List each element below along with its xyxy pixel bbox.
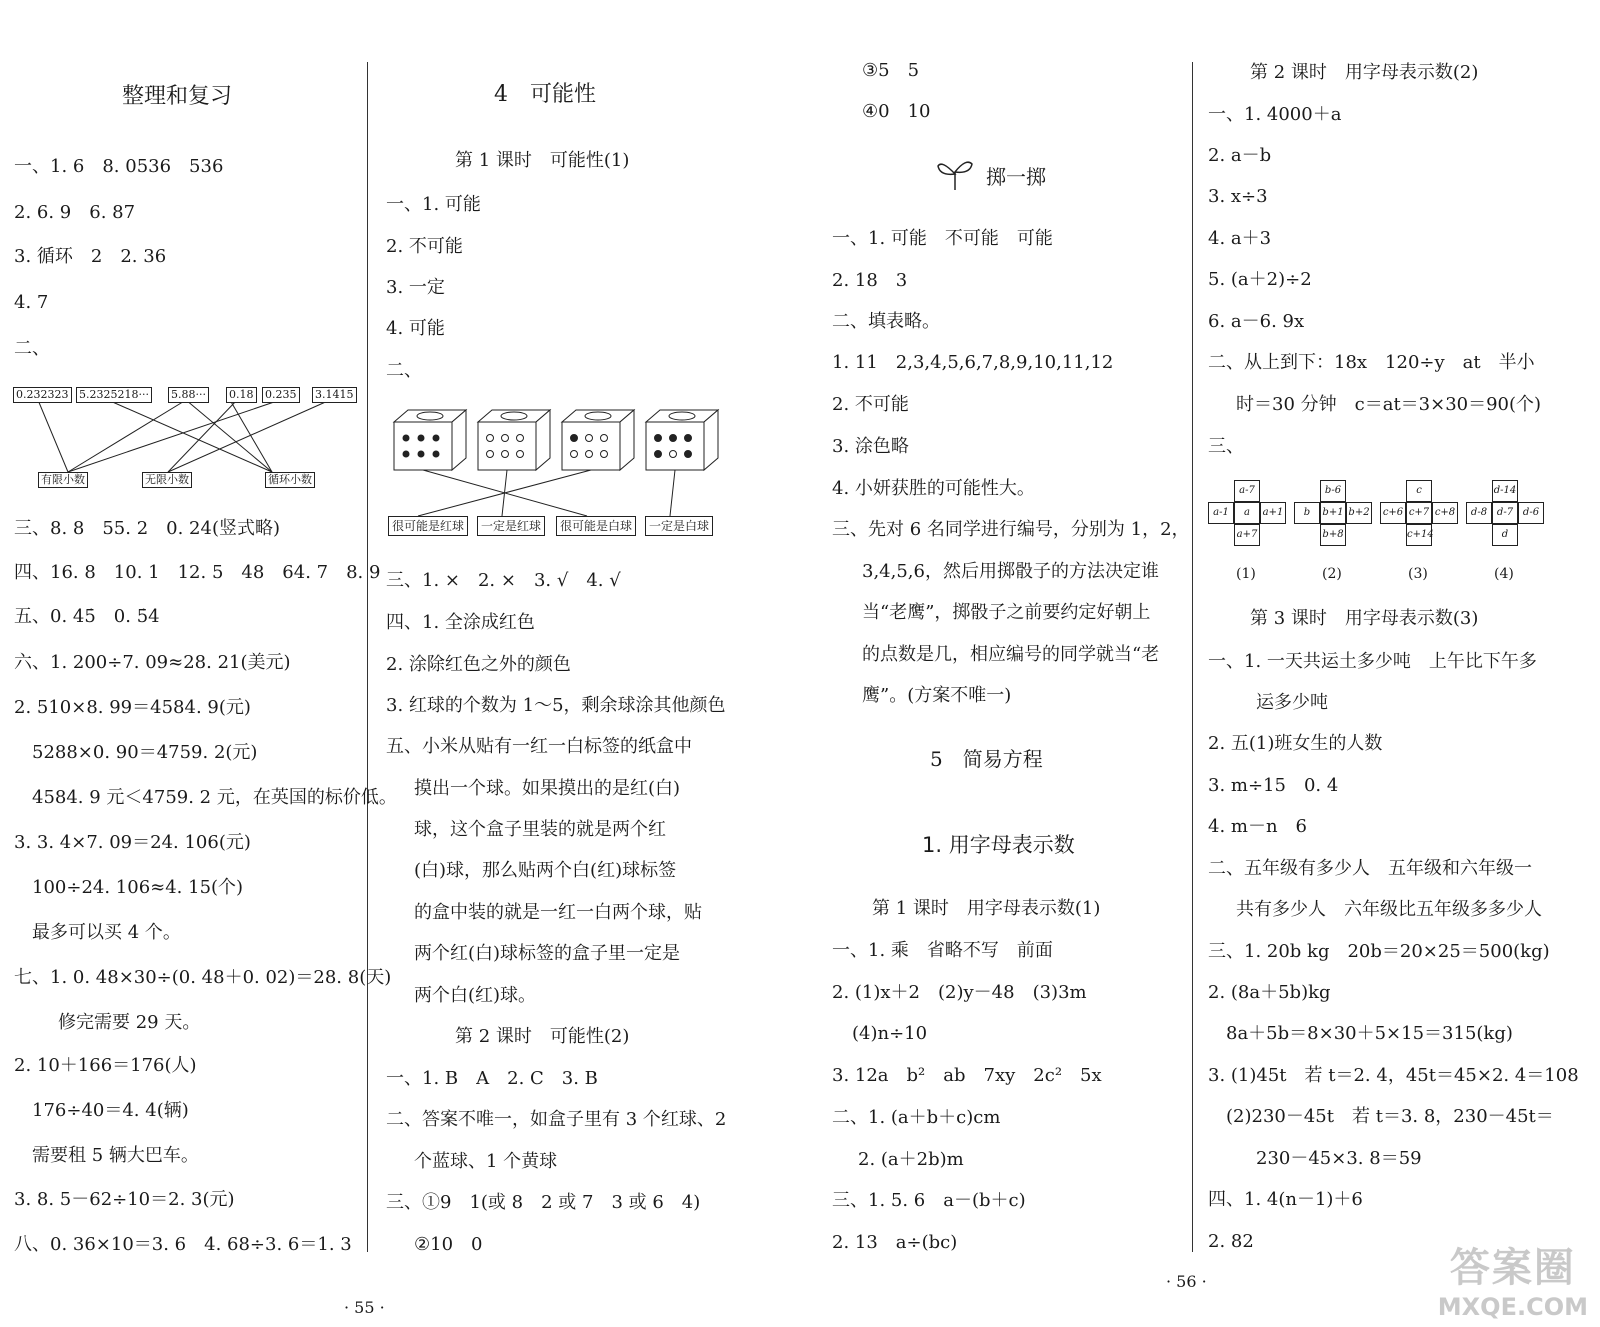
col2-line: 二、	[386, 360, 422, 381]
net-cell: c+8	[1432, 502, 1458, 524]
col2-line: 摸出一个球。如果摸出的是红(白)	[414, 778, 681, 799]
label-box: 很可能是白球	[556, 516, 636, 536]
col4-line: 二、五年级有多少人 五年级和六年级一	[1208, 858, 1532, 879]
col1-line: 四、16. 8 10. 1 12. 5 48 64. 7 8. 9	[14, 562, 381, 583]
unit-title: 5 简易方程	[930, 747, 1043, 771]
decimal-box: 0.232323	[13, 387, 72, 403]
col2-line: 个蓝球、1 个黄球	[414, 1151, 558, 1172]
col3-line: 2. 不可能	[832, 394, 909, 415]
page-number-right: · 56 ·	[1166, 1272, 1207, 1291]
col4-line: 一、1. 一天共运土多少吨 上午比下午多	[1208, 651, 1537, 672]
col1-line: 4584. 9 元＜4759. 2 元，在英国的标价低。	[32, 787, 397, 808]
col1-line: 3. 8. 5－62÷10＝2. 3(元)	[14, 1189, 235, 1210]
col2-line: 2. 涂除红色之外的颜色	[386, 654, 571, 675]
label-box: 很可能是红球	[388, 516, 468, 536]
ball-box	[478, 410, 550, 470]
lesson-heading: 第 2 课时 可能性(2)	[455, 1026, 630, 1047]
category-box: 有限小数	[38, 472, 88, 488]
col4-line: 时＝30 分钟 c＝at＝3×30＝90(个)	[1236, 394, 1542, 415]
col3-line: 3. 涂色略	[832, 436, 909, 457]
col2-line: 两个白(红)球。	[414, 985, 537, 1006]
col2-line: 四、1. 全涂成红色	[386, 612, 535, 633]
col1-title: 整理和复习	[122, 84, 233, 109]
net-cell: d-6	[1518, 502, 1544, 524]
col3-line: 3,4,5,6，然后用掷骰子的方法决定谁	[862, 561, 1159, 582]
net-cell: c	[1406, 480, 1432, 502]
col1-line: 2. 510×8. 99＝4584. 9(元)	[14, 697, 251, 718]
page-number-left: · 55 ·	[344, 1298, 385, 1317]
col4-line: 2. 五(1)班女生的人数	[1208, 733, 1383, 754]
net-cell: d-7	[1492, 502, 1518, 524]
col2-line: 五、小米从贴有一红一白标签的纸盒中	[386, 736, 692, 757]
col4-line: 5. (a＋2)÷2	[1208, 269, 1312, 290]
net-label: (2)	[1322, 566, 1342, 582]
col2-line: (白)球，那么贴两个白(红)球标签	[414, 860, 677, 881]
col4-line: 3. m÷15 0. 4	[1208, 775, 1339, 796]
col3-line: 2. 13 a÷(bc)	[832, 1232, 958, 1253]
net-cell: b+2	[1346, 502, 1372, 524]
col4-line: 一、1. 4000＋a	[1208, 104, 1342, 125]
section-title: 1. 用字母表示数	[922, 833, 1075, 857]
col1-line: 4. 7	[14, 292, 49, 313]
col1-line: 3. 循环 2 2. 36	[14, 246, 167, 267]
col3-line: 1. 11 2,3,4,5,6,7,8,9,10,11,12	[832, 352, 1114, 373]
lesson-heading: 第 1 课时 可能性(1)	[455, 150, 630, 171]
col1-line: 需要租 5 辆大巴车。	[32, 1145, 199, 1166]
net-label: (1)	[1236, 566, 1256, 582]
col1-line: 修完需要 29 天。	[58, 1012, 201, 1033]
net-cell: a-1	[1208, 502, 1234, 524]
col2-line: 3. 红球的个数为 1～5，剩余球涂其他颜色	[386, 695, 726, 716]
watermark-title: 答案圈	[1449, 1245, 1576, 1291]
net-cell: b+8	[1320, 524, 1346, 546]
col1-line: 三、8. 8 55. 2 0. 24(竖式略)	[14, 518, 280, 539]
label-box: 一定是白球	[645, 516, 713, 536]
col2-line: 一、1. 可能	[386, 194, 481, 215]
category-box: 无限小数	[142, 472, 192, 488]
col4-line: 6. a－6. 9x	[1208, 311, 1305, 332]
col3-line: 2. 18 3	[832, 270, 908, 291]
col3-line: ④0 10	[862, 101, 931, 122]
col4-line: 4. m－n 6	[1208, 816, 1308, 837]
col1-line: 八、0. 36×10＝3. 6 4. 68÷3. 6＝1. 3	[14, 1234, 352, 1255]
game-title: 掷一掷	[986, 165, 1046, 189]
decimal-box: 5.2325218···	[76, 387, 152, 403]
col4-line: 三、1. 20b kg 20b＝20×25＝500(kg)	[1208, 941, 1550, 962]
col1-line: 5288×0. 90＝4759. 2(元)	[32, 742, 258, 763]
col4-line: 2. 82	[1208, 1231, 1254, 1252]
net-cell: d-8	[1466, 502, 1492, 524]
net-cell: d	[1492, 524, 1518, 546]
col3-line: 二、1. (a＋b＋c)cm	[832, 1107, 1001, 1128]
col1-line: 二、	[14, 338, 50, 359]
col1-line: 七、1. 0. 48×30÷(0. 48＋0. 02)＝28. 8(天)	[14, 967, 392, 988]
col1-line: 2. 6. 9 6. 87	[14, 202, 136, 223]
ball-box	[646, 410, 718, 470]
col1-line: 一、1. 6 8. 0536 536	[14, 156, 224, 177]
col2-title: 4 可能性	[494, 82, 596, 107]
divider-2	[1192, 62, 1193, 1252]
sprout-icon	[936, 158, 974, 192]
ball-box	[562, 410, 634, 470]
col3-line: 一、1. 可能 不可能 可能	[832, 228, 1053, 249]
net-cell: b	[1294, 502, 1320, 524]
col2-line: 4. 可能	[386, 318, 445, 339]
decimal-box: 0.18	[226, 387, 257, 403]
lesson-heading: 第 3 课时 用字母表示数(3)	[1250, 608, 1479, 629]
col2-line: 2. 不可能	[386, 236, 463, 257]
net-cell: d-14	[1492, 480, 1518, 502]
net-label: (4)	[1494, 566, 1514, 582]
col2-line: 球，这个盒子里装的就是两个红	[414, 819, 666, 840]
net-cell: a+7	[1234, 524, 1260, 546]
col4-line: (2)230－45t 若 t＝3. 8，230－45t＝	[1226, 1106, 1554, 1127]
col4-line: 二、从上到下：18x 120÷y at 半小	[1208, 352, 1535, 373]
col3-line: (4)n÷10	[852, 1023, 928, 1044]
col4-line: 2. a－b	[1208, 145, 1272, 166]
col3-line: 三、先对 6 名同学进行编号，分别为 1，2，	[832, 519, 1190, 540]
col4-line: 8a＋5b＝8×30＋5×15＝315(kg)	[1226, 1023, 1513, 1044]
col3-line: 2. (a＋2b)m	[858, 1149, 964, 1170]
col2-line: 一、1. B A 2. C 3. B	[386, 1068, 598, 1089]
col1-line: 100÷24. 106≈4. 15(个)	[32, 877, 244, 898]
net-cell: c+14	[1406, 524, 1432, 546]
decimal-box: 5.88···	[168, 387, 209, 403]
col3-line: 4. 小妍获胜的可能性大。	[832, 478, 1035, 499]
col3-line: 3. 12a b² ab 7xy 2c² 5x	[832, 1065, 1102, 1086]
net-cell: c+7	[1406, 502, 1432, 524]
col2-line: 两个红(白)球标签的盒子里一定是	[414, 943, 681, 964]
col1-line: 最多可以买 4 个。	[32, 922, 181, 943]
col4-line: 230－45×3. 8＝59	[1256, 1148, 1422, 1169]
col2-line: 二、答案不唯一，如盒子里有 3 个红球、2	[386, 1109, 727, 1130]
col3-line: 2. (1)x＋2 (2)y－48 (3)3m	[832, 982, 1087, 1003]
match-lines	[0, 0, 370, 500]
col4-line: 4. a＋3	[1208, 228, 1272, 249]
col3-line: 当“老鹰”，掷骰子之前要约定好朝上	[862, 602, 1151, 623]
col4-line: 四、1. 4(n－1)＋6	[1208, 1189, 1363, 1210]
col1-line: 3. 3. 4×7. 09＝24. 106(元)	[14, 832, 251, 853]
col4-line: 三、	[1208, 436, 1244, 457]
net-cell: a	[1234, 502, 1260, 524]
col4-line: 3. (1)45t 若 t＝2. 4，45t＝45×2. 4＝108	[1208, 1065, 1579, 1086]
col4-line: 共有多少人 六年级比五年级多多少人	[1236, 899, 1542, 920]
net-label: (3)	[1408, 566, 1428, 582]
col4-line: 2. (8a＋5b)kg	[1208, 982, 1331, 1003]
col3-line: 的点数是几，相应编号的同学就当“老	[862, 644, 1160, 665]
col1-line: 2. 10＋166＝176(人)	[14, 1055, 197, 1076]
net-cell: b-6	[1320, 480, 1346, 502]
col4-line: 3. x÷3	[1208, 186, 1268, 207]
col2-line: 的盒中装的就是一红一白两个球，贴	[414, 902, 702, 923]
net-cell: a+1	[1260, 502, 1286, 524]
col2-line: 三、①9 1(或 8 2 或 7 3 或 6 4)	[386, 1192, 701, 1213]
col2-line: ②10 0	[414, 1234, 483, 1255]
net-cell: b+1	[1320, 502, 1346, 524]
net-cell: c+6	[1380, 502, 1406, 524]
col3-line: 三、1. 5. 6 a－(b＋c)	[832, 1190, 1026, 1211]
lesson-heading: 第 1 课时 用字母表示数(1)	[872, 898, 1101, 919]
col1-line: 五、0. 45̇ 0. 5̇4̇	[14, 606, 160, 627]
category-box: 循环小数	[265, 472, 315, 488]
col2-line: 三、1. × 2. × 3. √ 4. √	[386, 570, 621, 591]
ball-box	[394, 410, 466, 470]
col1-line: 六、1. 200÷7. 09≈28. 21(美元)	[14, 652, 291, 673]
watermark-url: MXQE.COM	[1437, 1293, 1588, 1321]
label-box: 一定是红球	[477, 516, 545, 536]
col3-line: 鹰”。(方案不唯一)	[862, 685, 1012, 706]
col4-line: 运多少吨	[1256, 692, 1328, 713]
col2-line: 3. 一定	[386, 277, 445, 298]
watermark	[1438, 1236, 1588, 1321]
col3-line: 一、1. 乘 省略不写 前面	[832, 940, 1053, 961]
col3-line: 二、填表略。	[832, 311, 940, 332]
lesson-heading: 第 2 课时 用字母表示数(2)	[1250, 62, 1479, 83]
decimal-box: 3.1415	[312, 387, 357, 403]
net-cell: a-7	[1234, 480, 1260, 502]
col3-line: ③5 5	[862, 60, 920, 81]
decimal-box: 0.235	[262, 387, 300, 403]
col1-line: 176÷40＝4. 4(辆)	[32, 1100, 189, 1121]
